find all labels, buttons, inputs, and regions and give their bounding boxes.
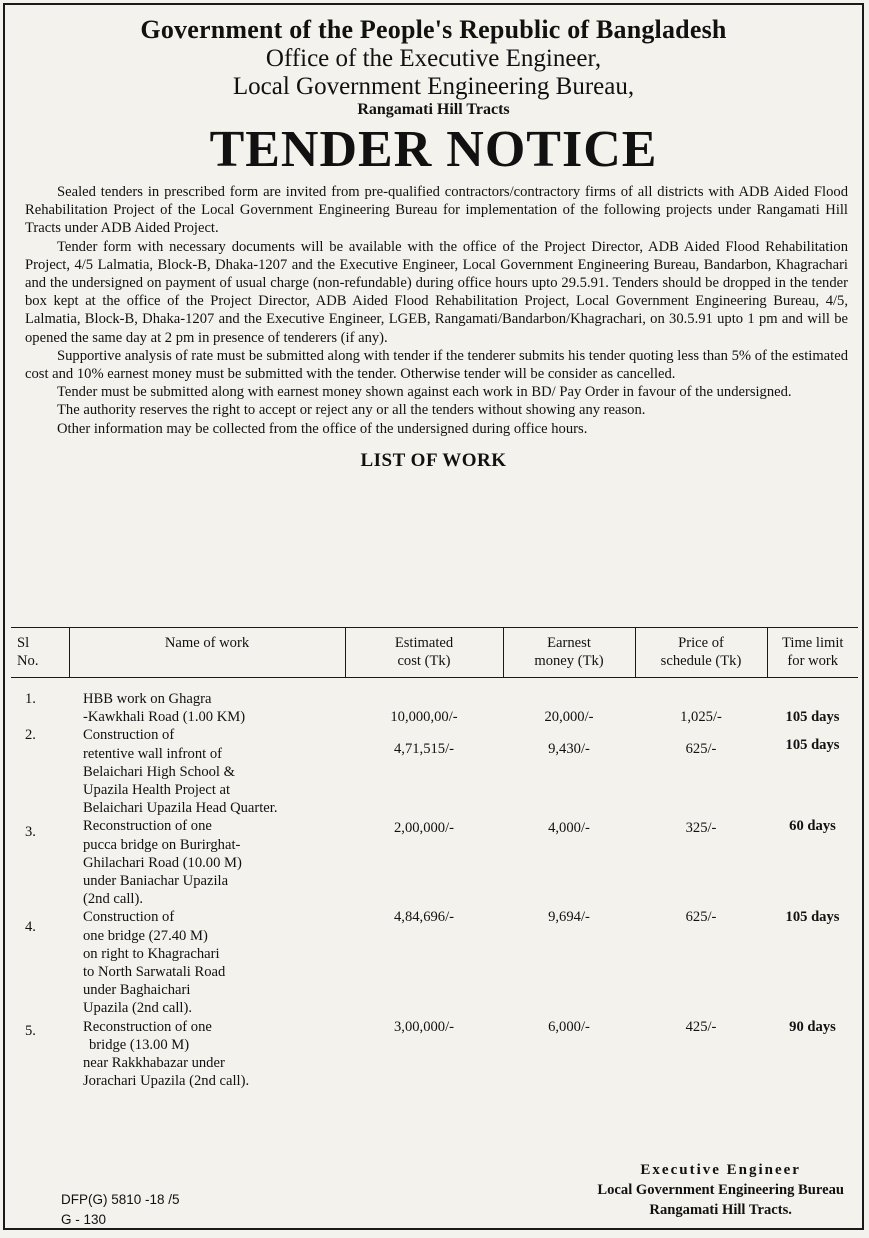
estimated-cost: 2,00,000/- [394,820,454,837]
signatory-organization: Local Government Engineering Bureau [597,1182,844,1198]
reference-number: G - 130 [61,1212,107,1227]
header-sl-no: Sl No. [11,628,69,678]
estimated-cost: 4,84,696/- [394,909,454,926]
row-number: 4. [25,919,36,936]
header-estimated-cost: Estimated cost (Tk) [345,628,503,678]
estimated-cost: 3,00,000/- [394,1018,454,1035]
district-heading: Rangamati Hill Tracts [357,101,510,118]
work-name: Construction of one bridge (27.40 M) on right to Khagrachari to North Sarwatali Road under Baghaichari Upazila (2nd call). [83,909,226,1017]
table-row [11,908,858,1017]
bureau-heading: Local Government Engineering Bureau, [232,73,635,100]
work-name: Construction of retentive wall infront of Belaichari High School & Upazila Health Project at Belaichari Upazila Head Quarter. [83,727,278,817]
office-heading: Office of the Executive Engineer, [265,45,602,72]
time-limit: 60 days [789,818,836,835]
time-limit: 105 days [785,909,840,926]
estimated-cost: 4,71,515/- [394,741,454,758]
earnest-money: 6,000/- [548,1018,590,1035]
signature-block [597,1160,844,1220]
notice-title: TENDER NOTICE [209,121,658,178]
table-row [11,678,858,727]
time-limit: 105 days [785,709,840,725]
paragraph-invitation: Sealed tenders in prescribed form are invited from pre-qualified contractors/contractory firms of all districts with ADB Aided Flood Rehabilitation Project of the Local Government Engineering Bureau for implementation of the following projects under Rangamati Hill Tracts under ADB Aided Project. [25,184,848,237]
header-name-of-work: Name of work [69,628,345,678]
table-row [11,726,858,817]
work-list-table [11,627,858,1090]
schedule-price: 625/- [685,741,717,758]
estimated-cost: 10,000,00/- [390,709,458,725]
work-name: Reconstruction of one pucca bridge on Burirghat- Ghilachari Road (10.00 M) under Baniachar Upazila (2nd call). [83,818,242,908]
row-number: 2. [25,727,36,744]
work-name: HBB work on Ghagra -Kawkhali Road (1.00 KM) [83,691,246,726]
table-header-row [11,628,858,678]
work-name: Reconstruction of one bridge (13.00 M) near Rakkhabazar under Jorachari Upazila (2nd call). [83,1018,250,1090]
notice-body [5,179,862,438]
row-number: 5. [25,1022,36,1039]
paragraph-authority: The authority reserves the right to accept or reject any or all the tenders without showing any reason. [57,402,646,419]
paragraph-earnest-money: Tender must be submitted along with earnest money shown against each work in BD/ Pay Order in favour of the undersigned. [57,384,792,401]
table-row [11,817,858,908]
time-limit: 90 days [789,1018,836,1035]
row-number: 1. [25,691,36,707]
paragraph-supportive-analysis: Supportive analysis of rate must be submitted along with tender if the tenderer submits his tender quoting less than 5% of the estimated cost and 10% earnest money must be submitted with the tender. Otherwise tender will be consider as cancelled. [25,347,848,383]
publication-reference [61,1190,180,1230]
header-time-limit: Time limit for work [767,628,858,678]
schedule-price: 1,025/- [680,709,722,725]
header-price-of-schedule: Price of schedule (Tk) [635,628,767,678]
paragraph-other-info: Other information may be collected from the office of the undersigned during office hours. [57,420,588,437]
earnest-money: 4,000/- [548,820,590,837]
row-number: 3. [25,824,36,841]
table-row [11,1018,858,1091]
government-heading: Government of the People's Republic of Bangladesh [140,15,727,44]
time-limit: 105 days [785,737,840,754]
notice-header [5,5,862,179]
signatory-place: Rangamati Hill Tracts. [649,1202,792,1218]
earnest-money: 9,694/- [548,909,590,926]
schedule-price: 325/- [685,820,717,837]
earnest-money: 20,000/- [544,709,594,725]
paragraph-tender-form: Tender form with necessary documents will be available with the office of the Project Director, ADB Aided Flood Rehabilitation Project, 4/5 Lalmatia, Block-B, Dhaka-1207 and the Executive Engineer, Local Government Engineering Bureau, Bandarbon, Khagrachari and the undersigned on payment of usual charge (non-refundable) during office hours upto 29.5.91. Tenders should be dropped in the tender box kept at the office of the Project Director, ADB Aided Flood Rehabilitation Project, Local Government Engineering Bureau, 4/5, Lalmatia, Block-B, Dhaka-1207 and the Executive Engineer, LGEB, Rangamati/Bandarbon/Khagrachari, on 30.5.91 upto 1 pm and will be opened the same day at 2 pm in presence of tenderers (if any). [25,238,848,346]
tender-notice-page [3,3,864,1230]
signatory-title: Executive Engineer [640,1162,801,1178]
schedule-price: 425/- [685,1018,717,1035]
earnest-money: 9,430/- [548,741,590,758]
header-earnest-money: Earnest money (Tk) [503,628,635,678]
reference-code: DFP(G) 5810 -18 /5 [61,1192,180,1207]
list-of-work-title: LIST OF WORK [360,449,507,471]
schedule-price: 625/- [685,909,717,926]
